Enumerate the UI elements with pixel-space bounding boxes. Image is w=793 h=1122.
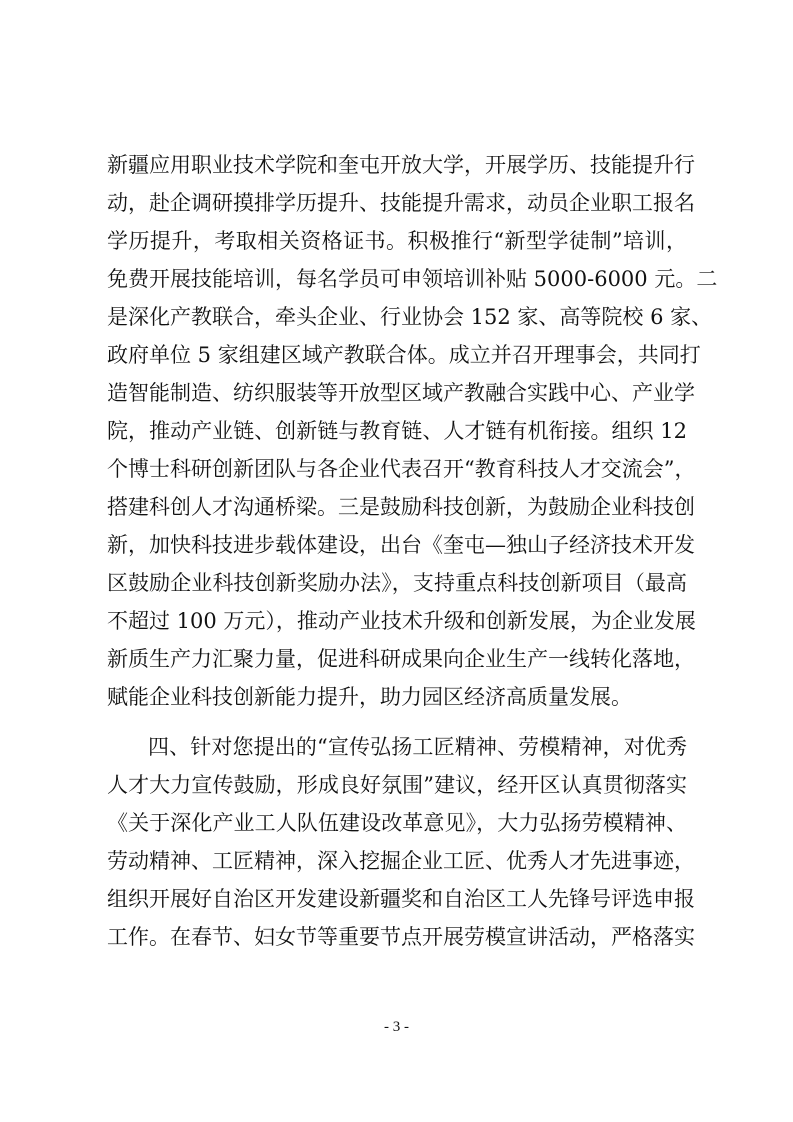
body-line-16: 四、针对您提出的“宣传弘扬工匠精神、劳模精神，对优秀 [148,735,687,759]
body-line-20: 组织开展好自治区开发建设新疆奖和自治区工人先锋号评选申报 [107,887,695,911]
body-line-13: 不超过 100 万元），推动产业技术升级和创新发展，为企业发展 [107,609,696,633]
body-line-17: 人才大力宣传鼓励，形成良好氛围”建议，经开区认真贯彻落实 [107,773,687,797]
body-line-2: 动，赴企调研摸排学历提升、技能提升需求，动员企业职工报名 [107,191,695,215]
page-number: - 3 - [384,1019,409,1035]
body-line-11: 新，加快科技进步载体建设，出台《奎屯—独山子经济技术开发 [107,533,695,557]
body-line-1: 新疆应用职业技术学院和奎屯开放大学，开展学历、技能提升行 [107,153,695,177]
body-line-3: 学历提升，考取相关资格证书。积极推行“新型学徒制”培训， [107,229,687,253]
body-line-21: 工作。在春节、妇女节等重要节点开展劳模宣讲活动，严格落实 [107,925,695,949]
body-line-8: 院，推动产业链、创新链与教育链、人才链有机衔接。组织 12 [107,419,687,443]
body-line-7: 造智能制造、纺织服装等开放型区域产教融合实践中心、产业学 [107,381,695,405]
body-line-4: 免费开展技能培训，每名学员可申领培训补贴 5000-6000 元。二 [107,267,718,291]
body-line-19: 劳动精神、工匠精神，深入挖掘企业工匠、优秀人才先进事迹， [107,849,695,873]
body-line-12: 区鼓励企业科技创新奖励办法》，支持重点科技创新项目（最高 [107,571,687,595]
body-line-9: 个博士科研创新团队与各企业代表召开“教育科技人才交流会”， [107,457,696,481]
body-line-15: 赋能企业科技创新能力提升，助力园区经济高质量发展。 [107,685,632,709]
body-line-5: 是深化产教联合，牵头企业、行业协会 152 家、高等院校 6 家、 [107,305,713,329]
body-line-18: 《关于深化产业工人队伍建设改革意见》，大力弘扬劳模精神、 [107,811,687,835]
body-line-6: 政府单位 5 家组建区域产教联合体。成立并召开理事会，共同打 [107,343,701,367]
body-line-14: 新质生产力汇聚力量，促进科研成果向企业生产一线转化落地， [107,647,695,671]
body-line-10: 搭建科创人才沟通桥梁。三是鼓励科技创新，为鼓励企业科技创 [107,495,695,519]
